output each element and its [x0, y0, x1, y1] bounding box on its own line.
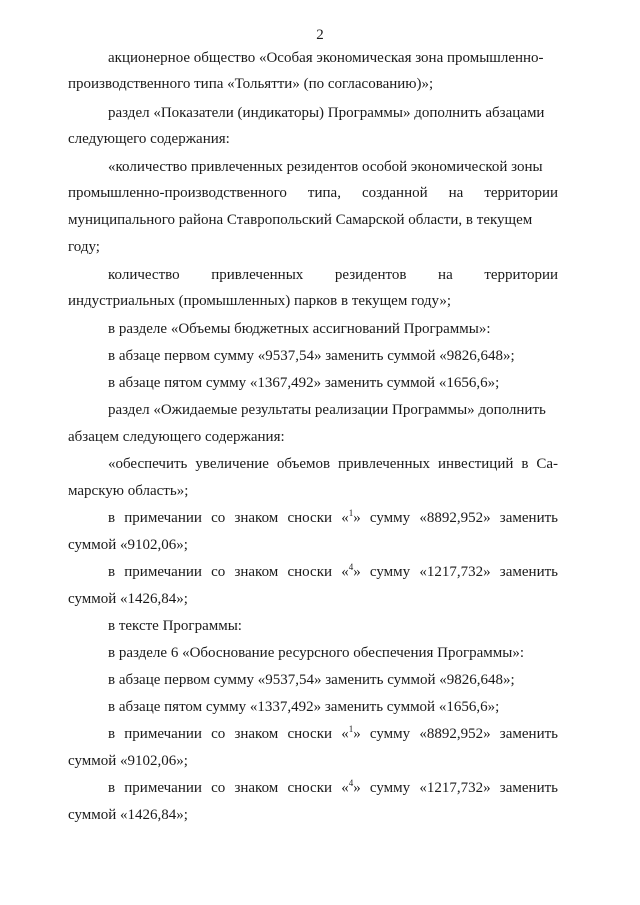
footnote-mark: 1: [348, 724, 354, 734]
text-line: раздел «Показатели (индикаторы) Программы» дополнить абзацами: [108, 105, 545, 121]
text-line: в тексте Программы:: [108, 618, 242, 634]
text-line: в абзаце первом сумму «9537,54» заменить суммой «9826,648»;: [108, 672, 515, 688]
footnote-mark: 1: [348, 508, 354, 518]
text-line: суммой «1426,84»;: [68, 591, 188, 607]
footnote-line: [108, 725, 558, 743]
text-line: промышленно-производственного типа, созданной на территории: [68, 185, 558, 201]
text-fragment: в примечании со знаком сноски «: [108, 780, 349, 796]
text-line: раздел «Ожидаемые результаты реализации Программы» дополнить: [108, 402, 546, 418]
text-fragment: » сумму «8892,952» заменить: [353, 726, 558, 742]
text-line: в абзаце первом сумму «9537,54» заменить суммой «9826,648»;: [108, 348, 515, 364]
page-number: 2: [316, 27, 324, 43]
text-line: муниципального района Ставропольский Самарской области, в текущем: [68, 212, 533, 228]
text-fragment: » сумму «1217,732» заменить: [353, 780, 558, 796]
text-line: году;: [68, 239, 100, 255]
text-line: производственного типа «Тольятти» (по согласованию)»;: [68, 76, 434, 92]
text-line: в разделе 6 «Обоснование ресурсного обеспечения Программы»:: [108, 645, 525, 661]
footnote-line: [108, 509, 558, 527]
footnote-mark: 4: [348, 562, 354, 572]
text-fragment: » сумму «1217,732» заменить: [353, 564, 558, 580]
footnote-line: [108, 779, 558, 797]
footnote-mark: 4: [348, 778, 354, 788]
text-line: «количество привлеченных резидентов особой экономической зоны: [108, 159, 543, 175]
text-fragment: в примечании со знаком сноски «: [108, 726, 349, 742]
text-line: в разделе «Объемы бюджетных ассигнований Программы»:: [108, 321, 491, 337]
text-line: акционерное общество «Особая экономическая зона промышленно-: [108, 50, 544, 66]
footnote-line: [108, 563, 558, 581]
text-line: суммой «1426,84»;: [68, 807, 188, 823]
text-line: в абзаце пятом сумму «1337,492» заменить суммой «1656,6»;: [108, 699, 500, 715]
text-line: количество привлеченных резидентов на территории: [108, 267, 558, 283]
text-line: суммой «9102,06»;: [68, 537, 188, 553]
text-line: суммой «9102,06»;: [68, 753, 188, 769]
text-fragment: » сумму «8892,952» заменить: [353, 510, 558, 526]
text-line: «обеспечить увеличение объемов привлеченных инвестиций в Са-: [108, 456, 558, 472]
text-line: марскую область»;: [68, 483, 189, 499]
text-line: в абзаце пятом сумму «1367,492» заменить суммой «1656,6»;: [108, 375, 500, 391]
text-line: индустриальных (промышленных) парков в текущем году»;: [68, 293, 452, 309]
text-fragment: в примечании со знаком сноски «: [108, 510, 349, 526]
text-line: следующего содержания:: [68, 131, 230, 147]
text-line: абзацем следующего содержания:: [68, 429, 285, 445]
text-fragment: в примечании со знаком сноски «: [108, 564, 349, 580]
